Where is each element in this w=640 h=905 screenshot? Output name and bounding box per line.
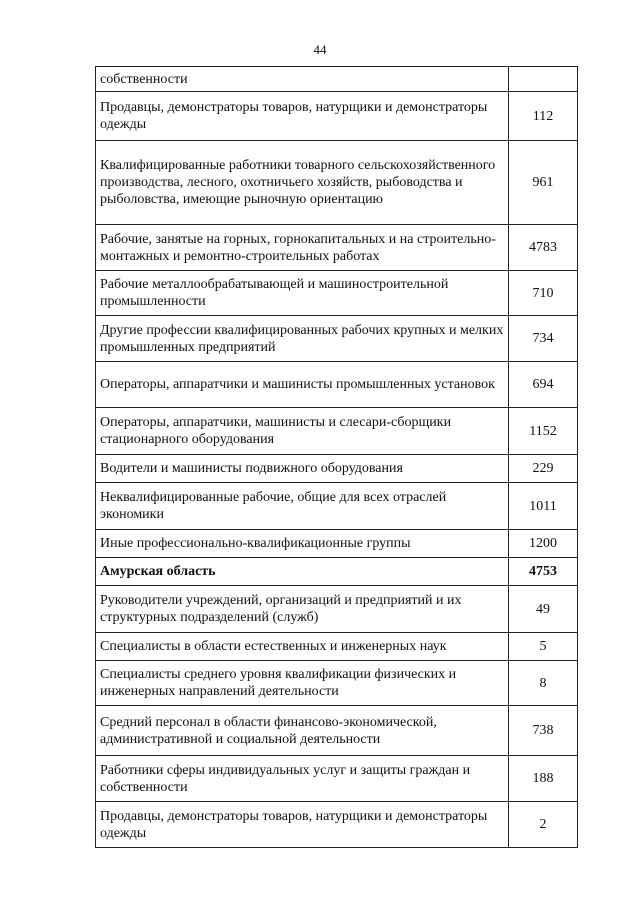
- row-value: 734: [509, 316, 578, 362]
- row-label: Руководители учреждений, организаций и предприятий и их структурных подразделений (служб): [96, 586, 509, 633]
- row-label: Водители и машинисты подвижного оборудования: [96, 455, 509, 483]
- table-row: [96, 362, 578, 408]
- row-label: Специалисты среднего уровня квалификации физических и инженерных направлений деятельности: [96, 661, 509, 706]
- row-label: Операторы, аппаратчики, машинисты и слесари-сборщики стационарного оборудования: [96, 408, 509, 455]
- table-row: [96, 483, 578, 530]
- data-table: [95, 66, 578, 848]
- row-value: 5: [509, 633, 578, 661]
- row-label: Квалифицированные работники товарного сельскохозяйственного производства, лесного, охотничьего хозяйств, рыбоводства и рыболовства, имеющие рыночную ориентацию: [96, 141, 509, 225]
- table-row: [96, 706, 578, 756]
- table-row: [96, 633, 578, 661]
- table-row: [96, 408, 578, 455]
- row-value: 4783: [509, 225, 578, 271]
- page-number: 44: [313, 42, 327, 57]
- row-label: Продавцы, демонстраторы товаров, натурщики и демонстраторы одежды: [96, 92, 509, 141]
- table-row: [96, 225, 578, 271]
- table-row: [96, 455, 578, 483]
- row-value: 8: [509, 661, 578, 706]
- table-row: [96, 530, 578, 558]
- row-label: Продавцы, демонстраторы товаров, натурщики и демонстраторы одежды: [96, 802, 509, 848]
- row-value: 694: [509, 362, 578, 408]
- row-value: 229: [509, 455, 578, 483]
- row-label: собственности: [96, 67, 509, 92]
- table-row: [96, 92, 578, 141]
- row-value: 961: [509, 141, 578, 225]
- table-row: [96, 316, 578, 362]
- table-row: [96, 661, 578, 706]
- row-label: Другие профессии квалифицированных рабочих крупных и мелких промышленных предприятий: [96, 316, 509, 362]
- row-label: Рабочие металлообрабатывающей и машиностроительной промышленности: [96, 271, 509, 316]
- row-value: 112: [509, 92, 578, 141]
- row-label: Работники сферы индивидуальных услуг и защиты граждан и собственности: [96, 756, 509, 802]
- row-value: 188: [509, 756, 578, 802]
- row-value: 49: [509, 586, 578, 633]
- table-row: [96, 67, 578, 92]
- region-value: 4753: [509, 558, 578, 586]
- row-value: 1200: [509, 530, 578, 558]
- row-label: Специалисты в области естественных и инженерных наук: [96, 633, 509, 661]
- table-row: [96, 756, 578, 802]
- table-row: [96, 141, 578, 225]
- row-value: 1011: [509, 483, 578, 530]
- row-value: 710: [509, 271, 578, 316]
- table-row-region: [96, 558, 578, 586]
- row-label: Иные профессионально-квалификационные группы: [96, 530, 509, 558]
- row-value: 738: [509, 706, 578, 756]
- row-label: Неквалифицированные рабочие, общие для всех отраслей экономики: [96, 483, 509, 530]
- row-label: Рабочие, занятые на горных, горнокапитальных и на строительно-монтажных и ремонтно-строительных работах: [96, 225, 509, 271]
- row-value: [509, 67, 578, 92]
- region-label: Амурская область: [96, 558, 509, 586]
- row-label: Средний персонал в области финансово-экономической, административной и социальной деятельности: [96, 706, 509, 756]
- table-row: [96, 586, 578, 633]
- row-label: Операторы, аппаратчики и машинисты промышленных установок: [96, 362, 509, 408]
- row-value: 1152: [509, 408, 578, 455]
- table-row: [96, 271, 578, 316]
- table-row: [96, 802, 578, 848]
- row-value: 2: [509, 802, 578, 848]
